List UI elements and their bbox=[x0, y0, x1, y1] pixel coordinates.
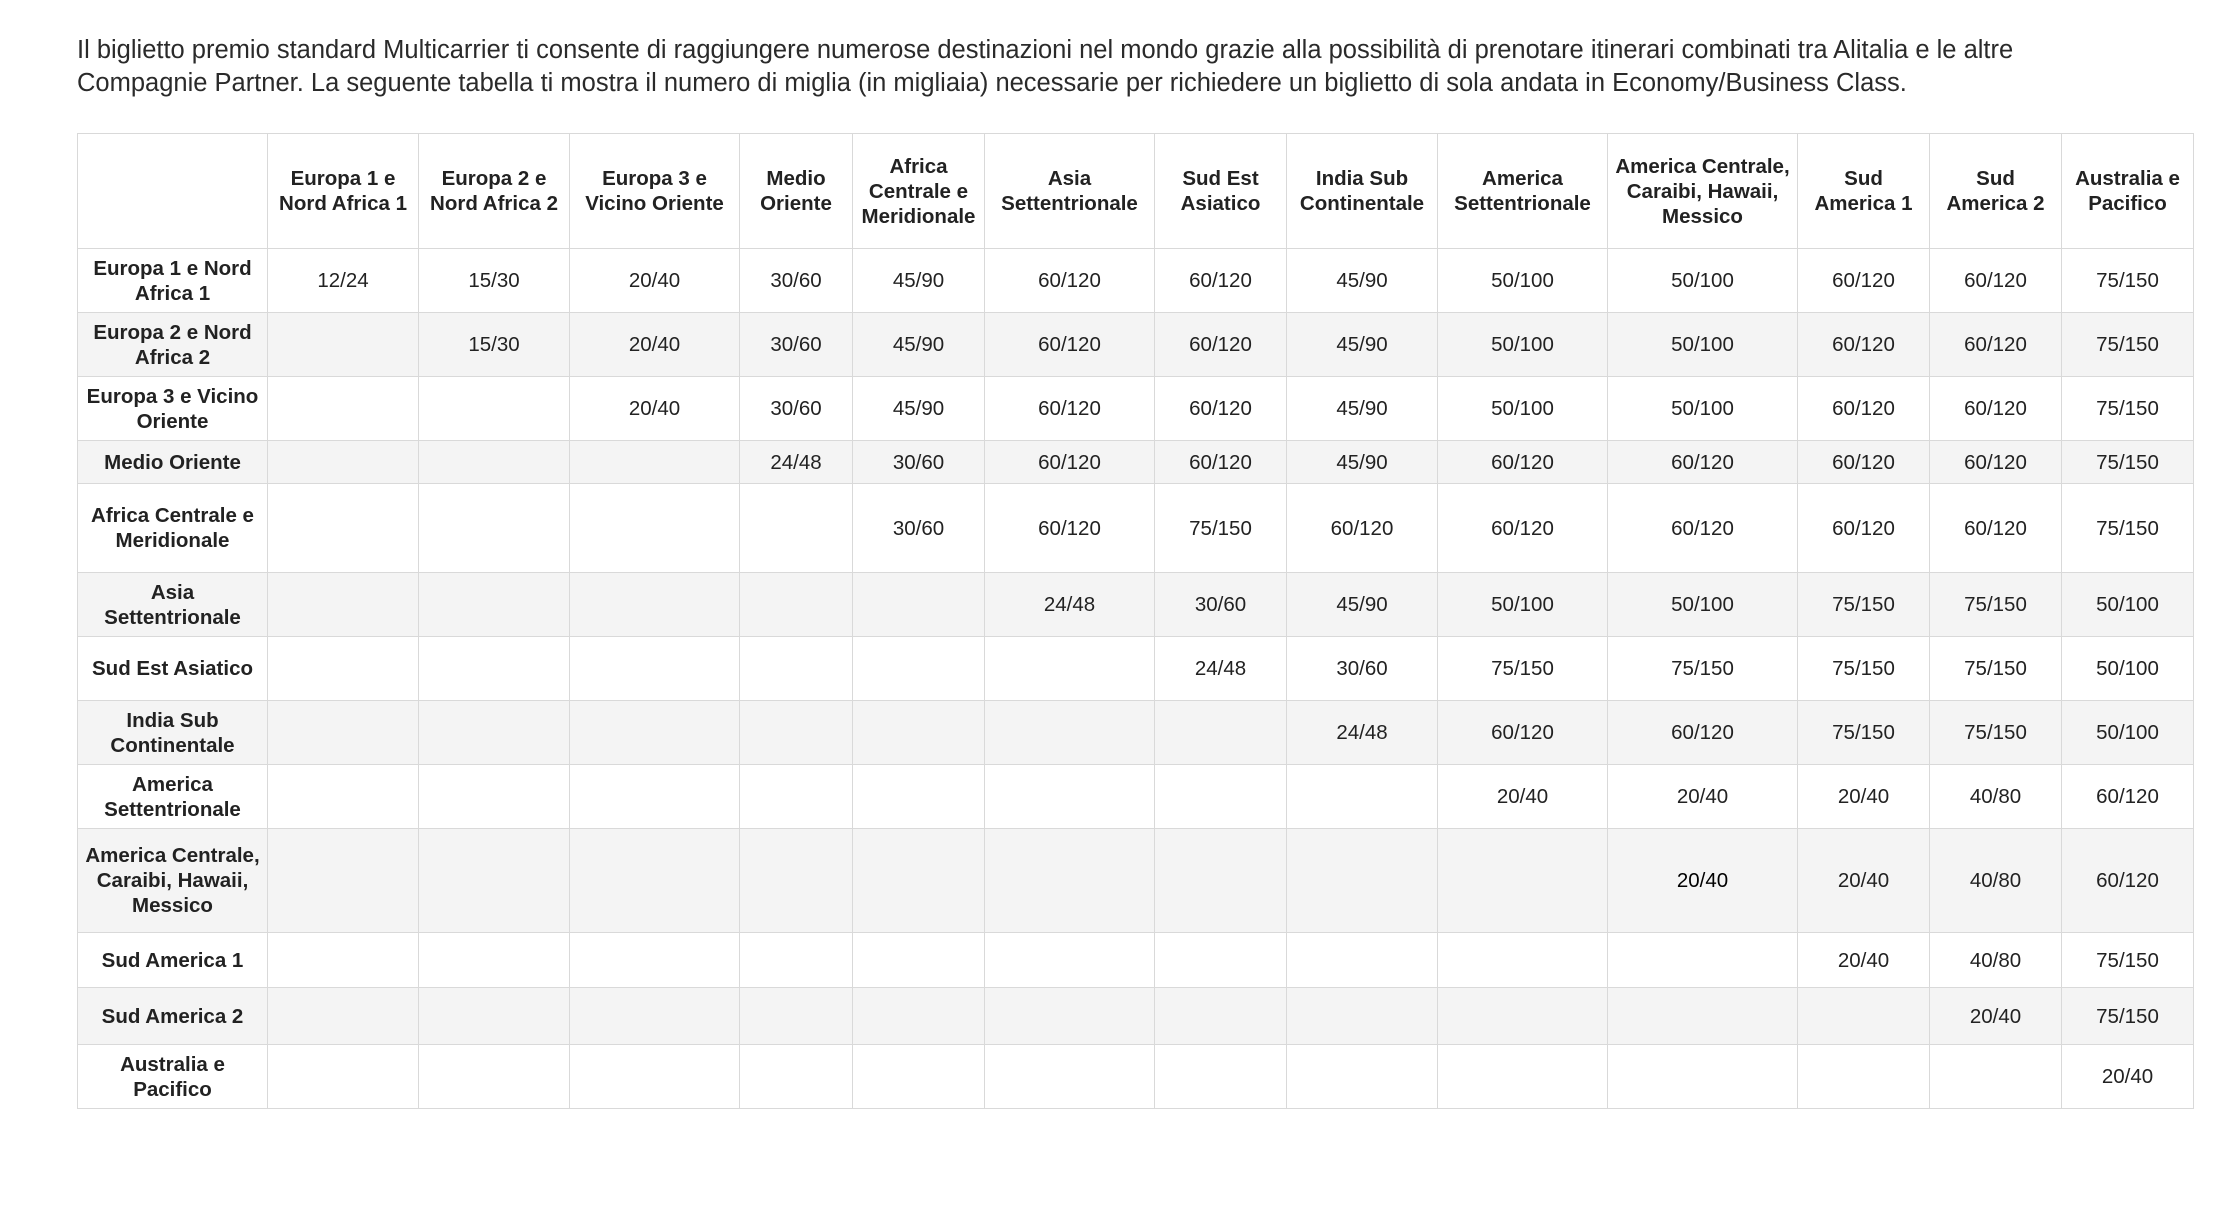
miles-cell: 15/30 bbox=[419, 313, 570, 377]
intro-line-2: Compagnie Partner. La seguente tabella ti mostra il numero di miglia (in migliaia) necessarie per richiedere un biglietto di sola andata in Economy/Business Class. bbox=[77, 69, 1907, 97]
miles-cell bbox=[570, 829, 740, 933]
miles-cell: 60/120 bbox=[1930, 313, 2062, 377]
miles-cell: 40/80 bbox=[1930, 933, 2062, 988]
table-row bbox=[78, 377, 2194, 441]
miles-cell: 75/150 bbox=[1798, 701, 1930, 765]
column-header: Sud America 1 bbox=[1798, 134, 1930, 249]
miles-cell bbox=[853, 637, 985, 701]
miles-cell bbox=[853, 701, 985, 765]
table-row bbox=[78, 249, 2194, 313]
miles-cell: 30/60 bbox=[853, 484, 985, 573]
miles-cell: 60/120 bbox=[1930, 441, 2062, 484]
miles-cell: 60/120 bbox=[1287, 484, 1438, 573]
miles-table-container bbox=[77, 133, 2194, 1109]
miles-cell bbox=[1608, 933, 1798, 988]
miles-cell: 45/90 bbox=[1287, 249, 1438, 313]
miles-cell bbox=[268, 988, 419, 1045]
miles-cell bbox=[1438, 829, 1608, 933]
miles-cell bbox=[419, 377, 570, 441]
miles-cell: 20/40 bbox=[570, 249, 740, 313]
intro-line-1: Il biglietto premio standard Multicarrier ti consente di raggiungere numerose destinazioni nel mondo grazie alla possibilità di prenotare itinerari combinati tra Alitalia e le altre bbox=[77, 36, 2014, 64]
column-header: America Centrale, Caraibi, Hawaii, Messico bbox=[1608, 134, 1798, 249]
column-header: India Sub Continentale bbox=[1287, 134, 1438, 249]
table-row bbox=[78, 441, 2194, 484]
miles-cell bbox=[419, 1045, 570, 1109]
row-header: Sud America 1 bbox=[78, 933, 268, 988]
miles-cell bbox=[419, 701, 570, 765]
column-header: Medio Oriente bbox=[740, 134, 853, 249]
miles-cell bbox=[853, 1045, 985, 1109]
miles-cell: 40/80 bbox=[1930, 829, 2062, 933]
miles-cell bbox=[570, 988, 740, 1045]
miles-cell bbox=[1287, 765, 1438, 829]
miles-cell: 75/150 bbox=[1930, 637, 2062, 701]
miles-cell: 20/40 bbox=[1798, 933, 1930, 988]
miles-cell: 20/40 bbox=[570, 313, 740, 377]
row-header: America Centrale, Caraibi, Hawaii, Messico bbox=[78, 829, 268, 933]
table-row bbox=[78, 988, 2194, 1045]
table-row bbox=[78, 829, 2194, 933]
miles-cell bbox=[570, 765, 740, 829]
miles-cell: 60/120 bbox=[1798, 377, 1930, 441]
miles-cell: 75/150 bbox=[1798, 573, 1930, 637]
miles-cell bbox=[268, 1045, 419, 1109]
miles-cell bbox=[570, 1045, 740, 1109]
miles-cell: 75/150 bbox=[1798, 637, 1930, 701]
table-row bbox=[78, 484, 2194, 573]
miles-table bbox=[77, 133, 2194, 1109]
miles-cell bbox=[740, 1045, 853, 1109]
miles-cell bbox=[985, 933, 1155, 988]
miles-cell bbox=[1798, 988, 1930, 1045]
miles-cell: 50/100 bbox=[2062, 637, 2194, 701]
row-header: America Settentrionale bbox=[78, 765, 268, 829]
miles-cell bbox=[268, 701, 419, 765]
miles-cell bbox=[1155, 1045, 1287, 1109]
column-header: Sud Est Asiatico bbox=[1155, 134, 1287, 249]
row-header: Asia Settentrionale bbox=[78, 573, 268, 637]
miles-cell bbox=[1438, 933, 1608, 988]
column-header: Asia Settentrionale bbox=[985, 134, 1155, 249]
miles-cell bbox=[1608, 1045, 1798, 1109]
miles-cell bbox=[853, 765, 985, 829]
miles-cell bbox=[853, 988, 985, 1045]
miles-cell: 60/120 bbox=[1930, 249, 2062, 313]
miles-cell: 60/120 bbox=[985, 249, 1155, 313]
miles-cell: 20/40 bbox=[570, 377, 740, 441]
miles-cell bbox=[1287, 933, 1438, 988]
miles-cell bbox=[570, 484, 740, 573]
miles-cell: 24/48 bbox=[1155, 637, 1287, 701]
miles-cell: 50/100 bbox=[1438, 573, 1608, 637]
miles-cell: 75/150 bbox=[2062, 484, 2194, 573]
miles-cell bbox=[740, 829, 853, 933]
column-header: Africa Centrale e Meridionale bbox=[853, 134, 985, 249]
miles-cell: 20/40 bbox=[1438, 765, 1608, 829]
miles-cell: 60/120 bbox=[1930, 377, 2062, 441]
miles-cell: 24/48 bbox=[1287, 701, 1438, 765]
miles-cell: 50/100 bbox=[1608, 377, 1798, 441]
table-header-row bbox=[78, 134, 2194, 249]
miles-cell: 60/120 bbox=[1798, 441, 1930, 484]
miles-cell: 45/90 bbox=[853, 249, 985, 313]
table-row bbox=[78, 1045, 2194, 1109]
miles-cell bbox=[1608, 988, 1798, 1045]
miles-cell bbox=[268, 765, 419, 829]
column-header: Europa 2 e Nord Africa 2 bbox=[419, 134, 570, 249]
row-header: Europa 2 e Nord Africa 2 bbox=[78, 313, 268, 377]
miles-cell: 50/100 bbox=[1608, 573, 1798, 637]
miles-cell: 60/120 bbox=[1798, 249, 1930, 313]
miles-cell bbox=[419, 933, 570, 988]
miles-cell bbox=[268, 573, 419, 637]
miles-cell: 75/150 bbox=[2062, 933, 2194, 988]
miles-cell bbox=[268, 441, 419, 484]
miles-cell: 24/48 bbox=[740, 441, 853, 484]
miles-cell bbox=[740, 765, 853, 829]
miles-cell bbox=[985, 701, 1155, 765]
miles-cell: 20/40 bbox=[1608, 765, 1798, 829]
row-header: India Sub Continentale bbox=[78, 701, 268, 765]
table-row bbox=[78, 933, 2194, 988]
miles-cell: 60/120 bbox=[1930, 484, 2062, 573]
miles-cell: 30/60 bbox=[1287, 637, 1438, 701]
miles-cell bbox=[570, 637, 740, 701]
row-header: Sud Est Asiatico bbox=[78, 637, 268, 701]
miles-cell bbox=[985, 988, 1155, 1045]
miles-cell: 30/60 bbox=[740, 313, 853, 377]
miles-cell: 75/150 bbox=[1608, 637, 1798, 701]
intro-text bbox=[77, 34, 2177, 100]
miles-cell bbox=[1155, 988, 1287, 1045]
miles-cell: 60/120 bbox=[1608, 701, 1798, 765]
miles-cell: 60/120 bbox=[1608, 441, 1798, 484]
row-header: Sud America 2 bbox=[78, 988, 268, 1045]
miles-cell bbox=[1155, 933, 1287, 988]
miles-cell bbox=[419, 829, 570, 933]
miles-cell: 60/120 bbox=[1155, 377, 1287, 441]
miles-cell: 20/40 bbox=[1930, 988, 2062, 1045]
miles-cell bbox=[419, 573, 570, 637]
miles-cell: 45/90 bbox=[853, 313, 985, 377]
miles-cell: 45/90 bbox=[1287, 313, 1438, 377]
miles-cell: 75/150 bbox=[1930, 573, 2062, 637]
miles-cell: 45/90 bbox=[1287, 441, 1438, 484]
miles-cell: 75/150 bbox=[1438, 637, 1608, 701]
miles-cell bbox=[419, 484, 570, 573]
miles-cell bbox=[1930, 1045, 2062, 1109]
miles-cell bbox=[1438, 988, 1608, 1045]
miles-cell: 60/120 bbox=[1608, 484, 1798, 573]
miles-cell bbox=[419, 765, 570, 829]
miles-cell bbox=[1155, 765, 1287, 829]
row-header: Europa 3 e Vicino Oriente bbox=[78, 377, 268, 441]
miles-cell bbox=[985, 1045, 1155, 1109]
row-header: Medio Oriente bbox=[78, 441, 268, 484]
column-header: America Settentrionale bbox=[1438, 134, 1608, 249]
column-header: Australia e Pacifico bbox=[2062, 134, 2194, 249]
miles-cell: 20/40 bbox=[2062, 1045, 2194, 1109]
miles-cell: 60/120 bbox=[1798, 484, 1930, 573]
miles-cell bbox=[1798, 1045, 1930, 1109]
miles-cell: 60/120 bbox=[1155, 249, 1287, 313]
miles-cell: 30/60 bbox=[740, 377, 853, 441]
miles-cell: 45/90 bbox=[1287, 573, 1438, 637]
miles-cell bbox=[570, 701, 740, 765]
miles-cell: 20/40 bbox=[1798, 765, 1930, 829]
column-header: Europa 1 e Nord Africa 1 bbox=[268, 134, 419, 249]
miles-cell: 40/80 bbox=[1930, 765, 2062, 829]
table-row bbox=[78, 701, 2194, 765]
miles-cell: 50/100 bbox=[1608, 313, 1798, 377]
miles-cell: 30/60 bbox=[740, 249, 853, 313]
miles-cell: 60/120 bbox=[1438, 484, 1608, 573]
miles-cell bbox=[419, 441, 570, 484]
miles-cell bbox=[268, 637, 419, 701]
miles-cell: 75/150 bbox=[2062, 313, 2194, 377]
miles-cell: 75/150 bbox=[2062, 988, 2194, 1045]
miles-cell bbox=[1287, 988, 1438, 1045]
table-row bbox=[78, 765, 2194, 829]
miles-cell: 60/120 bbox=[1155, 313, 1287, 377]
row-header: Australia e Pacifico bbox=[78, 1045, 268, 1109]
miles-cell: 20/40 bbox=[1798, 829, 1930, 933]
miles-cell: 60/120 bbox=[1438, 701, 1608, 765]
miles-cell bbox=[570, 573, 740, 637]
miles-cell bbox=[268, 933, 419, 988]
miles-cell bbox=[1155, 701, 1287, 765]
miles-cell: 75/150 bbox=[2062, 377, 2194, 441]
miles-cell bbox=[268, 829, 419, 933]
miles-cell bbox=[268, 484, 419, 573]
column-header: Sud America 2 bbox=[1930, 134, 2062, 249]
miles-cell: 75/150 bbox=[2062, 441, 2194, 484]
miles-cell bbox=[268, 377, 419, 441]
miles-cell bbox=[570, 441, 740, 484]
miles-cell bbox=[1287, 1045, 1438, 1109]
miles-cell: 12/24 bbox=[268, 249, 419, 313]
miles-cell: 50/100 bbox=[1438, 377, 1608, 441]
miles-cell: 20/40 bbox=[1608, 829, 1798, 933]
miles-cell bbox=[740, 573, 853, 637]
miles-cell: 50/100 bbox=[1438, 313, 1608, 377]
miles-cell bbox=[419, 637, 570, 701]
table-corner-cell bbox=[78, 134, 268, 249]
miles-cell bbox=[985, 637, 1155, 701]
miles-cell bbox=[419, 988, 570, 1045]
table-row bbox=[78, 637, 2194, 701]
miles-cell bbox=[268, 313, 419, 377]
miles-cell: 50/100 bbox=[1608, 249, 1798, 313]
miles-cell: 60/120 bbox=[1438, 441, 1608, 484]
miles-cell: 60/120 bbox=[985, 377, 1155, 441]
miles-cell bbox=[1438, 1045, 1608, 1109]
miles-cell: 15/30 bbox=[419, 249, 570, 313]
miles-cell bbox=[985, 765, 1155, 829]
miles-cell: 60/120 bbox=[2062, 765, 2194, 829]
miles-cell: 50/100 bbox=[2062, 701, 2194, 765]
miles-cell: 50/100 bbox=[2062, 573, 2194, 637]
miles-cell bbox=[570, 933, 740, 988]
miles-cell: 60/120 bbox=[985, 313, 1155, 377]
miles-cell: 75/150 bbox=[2062, 249, 2194, 313]
row-header: Africa Centrale e Meridionale bbox=[78, 484, 268, 573]
miles-cell bbox=[1155, 829, 1287, 933]
miles-cell: 75/150 bbox=[1155, 484, 1287, 573]
miles-cell bbox=[740, 988, 853, 1045]
miles-cell: 60/120 bbox=[2062, 829, 2194, 933]
miles-cell bbox=[740, 484, 853, 573]
miles-cell: 30/60 bbox=[1155, 573, 1287, 637]
table-row bbox=[78, 313, 2194, 377]
table-row bbox=[78, 573, 2194, 637]
miles-cell: 60/120 bbox=[1155, 441, 1287, 484]
miles-cell bbox=[740, 637, 853, 701]
miles-cell: 75/150 bbox=[1930, 701, 2062, 765]
row-header: Europa 1 e Nord Africa 1 bbox=[78, 249, 268, 313]
miles-cell bbox=[740, 701, 853, 765]
miles-cell bbox=[853, 573, 985, 637]
miles-cell: 60/120 bbox=[985, 441, 1155, 484]
miles-cell: 50/100 bbox=[1438, 249, 1608, 313]
miles-cell bbox=[740, 933, 853, 988]
miles-cell bbox=[853, 933, 985, 988]
miles-cell bbox=[1287, 829, 1438, 933]
miles-cell: 30/60 bbox=[853, 441, 985, 484]
miles-cell: 60/120 bbox=[1798, 313, 1930, 377]
column-header: Europa 3 e Vicino Oriente bbox=[570, 134, 740, 249]
miles-cell: 60/120 bbox=[985, 484, 1155, 573]
miles-cell bbox=[853, 829, 985, 933]
miles-cell bbox=[985, 829, 1155, 933]
miles-cell: 45/90 bbox=[1287, 377, 1438, 441]
miles-cell: 24/48 bbox=[985, 573, 1155, 637]
miles-cell: 45/90 bbox=[853, 377, 985, 441]
